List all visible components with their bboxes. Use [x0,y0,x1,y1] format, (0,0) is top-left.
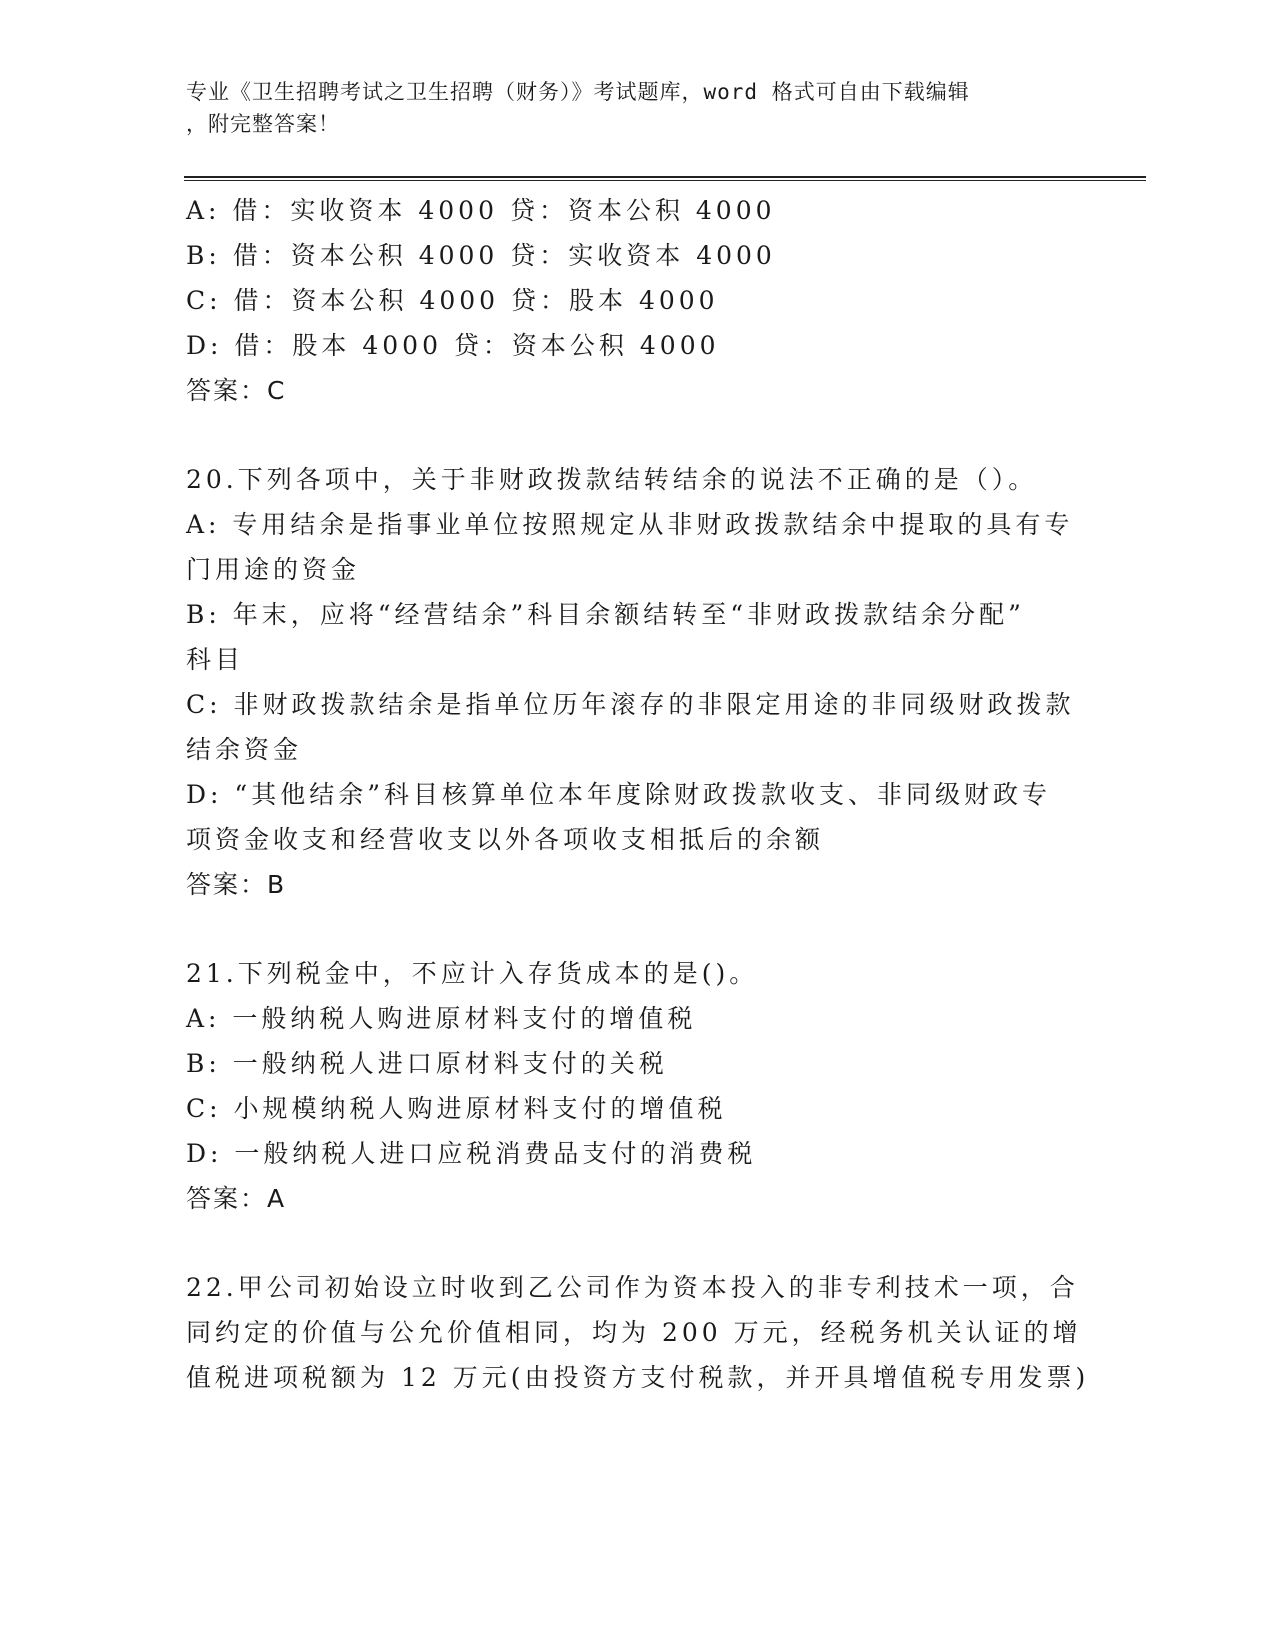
q20-option-b-line2: 科目 [186,645,245,674]
q19-answer: 答案：C [186,376,287,405]
q21-option-a: A: 一般纳税人购进原材料支付的增值税 [186,1004,697,1033]
q22-text-line3: 值税进项税额为 12 万元(由投资方支付税款，并开具增值税专用发票) [186,1363,1090,1392]
q20-option-d-line2: 项资金收支和经营收支以外各项收支相抵后的余额 [186,825,825,854]
q20-option-c-line2: 结余资金 [186,735,303,764]
q21-option-b: B: 一般纳税人进口原材料支付的关税 [186,1049,668,1078]
spacer [186,907,1066,951]
q20-title: 20.下列各项中，关于非财政拨款结转结余的说法不正确的是（）。 [186,465,1038,494]
q19-option-c: C: 借：资本公积 4000 贷：股本 4000 [186,286,719,315]
header-line-2: ，附完整答案！ [186,112,340,136]
q20-option-a-line1: A: 专用结余是指事业单位按照规定从非财政拨款结余中提取的具有专 [186,510,1074,539]
question-22-block [186,1265,1090,1400]
header-line-1: 专业《卫生招聘考试之卫生招聘（财务）》考试题库，word 格式可自由下载编辑 [186,80,970,104]
q21-option-d: D: 一般纳税人进口应税消费品支付的消费税 [186,1139,757,1168]
q20-option-b-line1: B: 年末，应将“经营结余”科目余额结转至“非财政拨款结余分配” [186,600,1025,629]
question-20-block [186,457,1075,907]
q21-answer: 答案：A [186,1184,287,1213]
q19-option-b: B: 借：资本公积 4000 贷：实收资本 4000 [186,241,776,270]
spacer [186,413,1066,457]
question-content [186,188,1090,1400]
q20-option-a-line2: 门用途的资金 [186,555,361,584]
question-19-block [186,188,1066,413]
header-divider [184,176,1146,181]
document-header [186,76,1066,140]
q20-option-c-line1: C: 非财政拨款结余是指单位历年滚存的非限定用途的非同级财政拨款 [186,690,1075,719]
q20-option-d-line1: D: “其他结余”科目核算单位本年度除财政拨款收支、非同级财政专 [186,780,1051,809]
q19-option-d: D: 借：股本 4000 贷：资本公积 4000 [186,331,720,360]
q20-answer: 答案：B [186,870,287,899]
question-21-block [186,951,1066,1221]
q21-title: 21.下列税金中，不应计入存货成本的是()。 [186,959,759,988]
q22-text-line2: 同约定的价值与公允价值相同，均为 200 万元，经税务机关认证的增 [186,1318,1082,1347]
spacer [186,1221,1066,1265]
q22-text-line1: 22.甲公司初始设立时收到乙公司作为资本投入的非专利技术一项，合 [186,1273,1079,1302]
q21-option-c: C: 小规模纳税人购进原材料支付的增值税 [186,1094,727,1123]
q19-option-a: A: 借：实收资本 4000 贷：资本公积 4000 [186,196,776,225]
